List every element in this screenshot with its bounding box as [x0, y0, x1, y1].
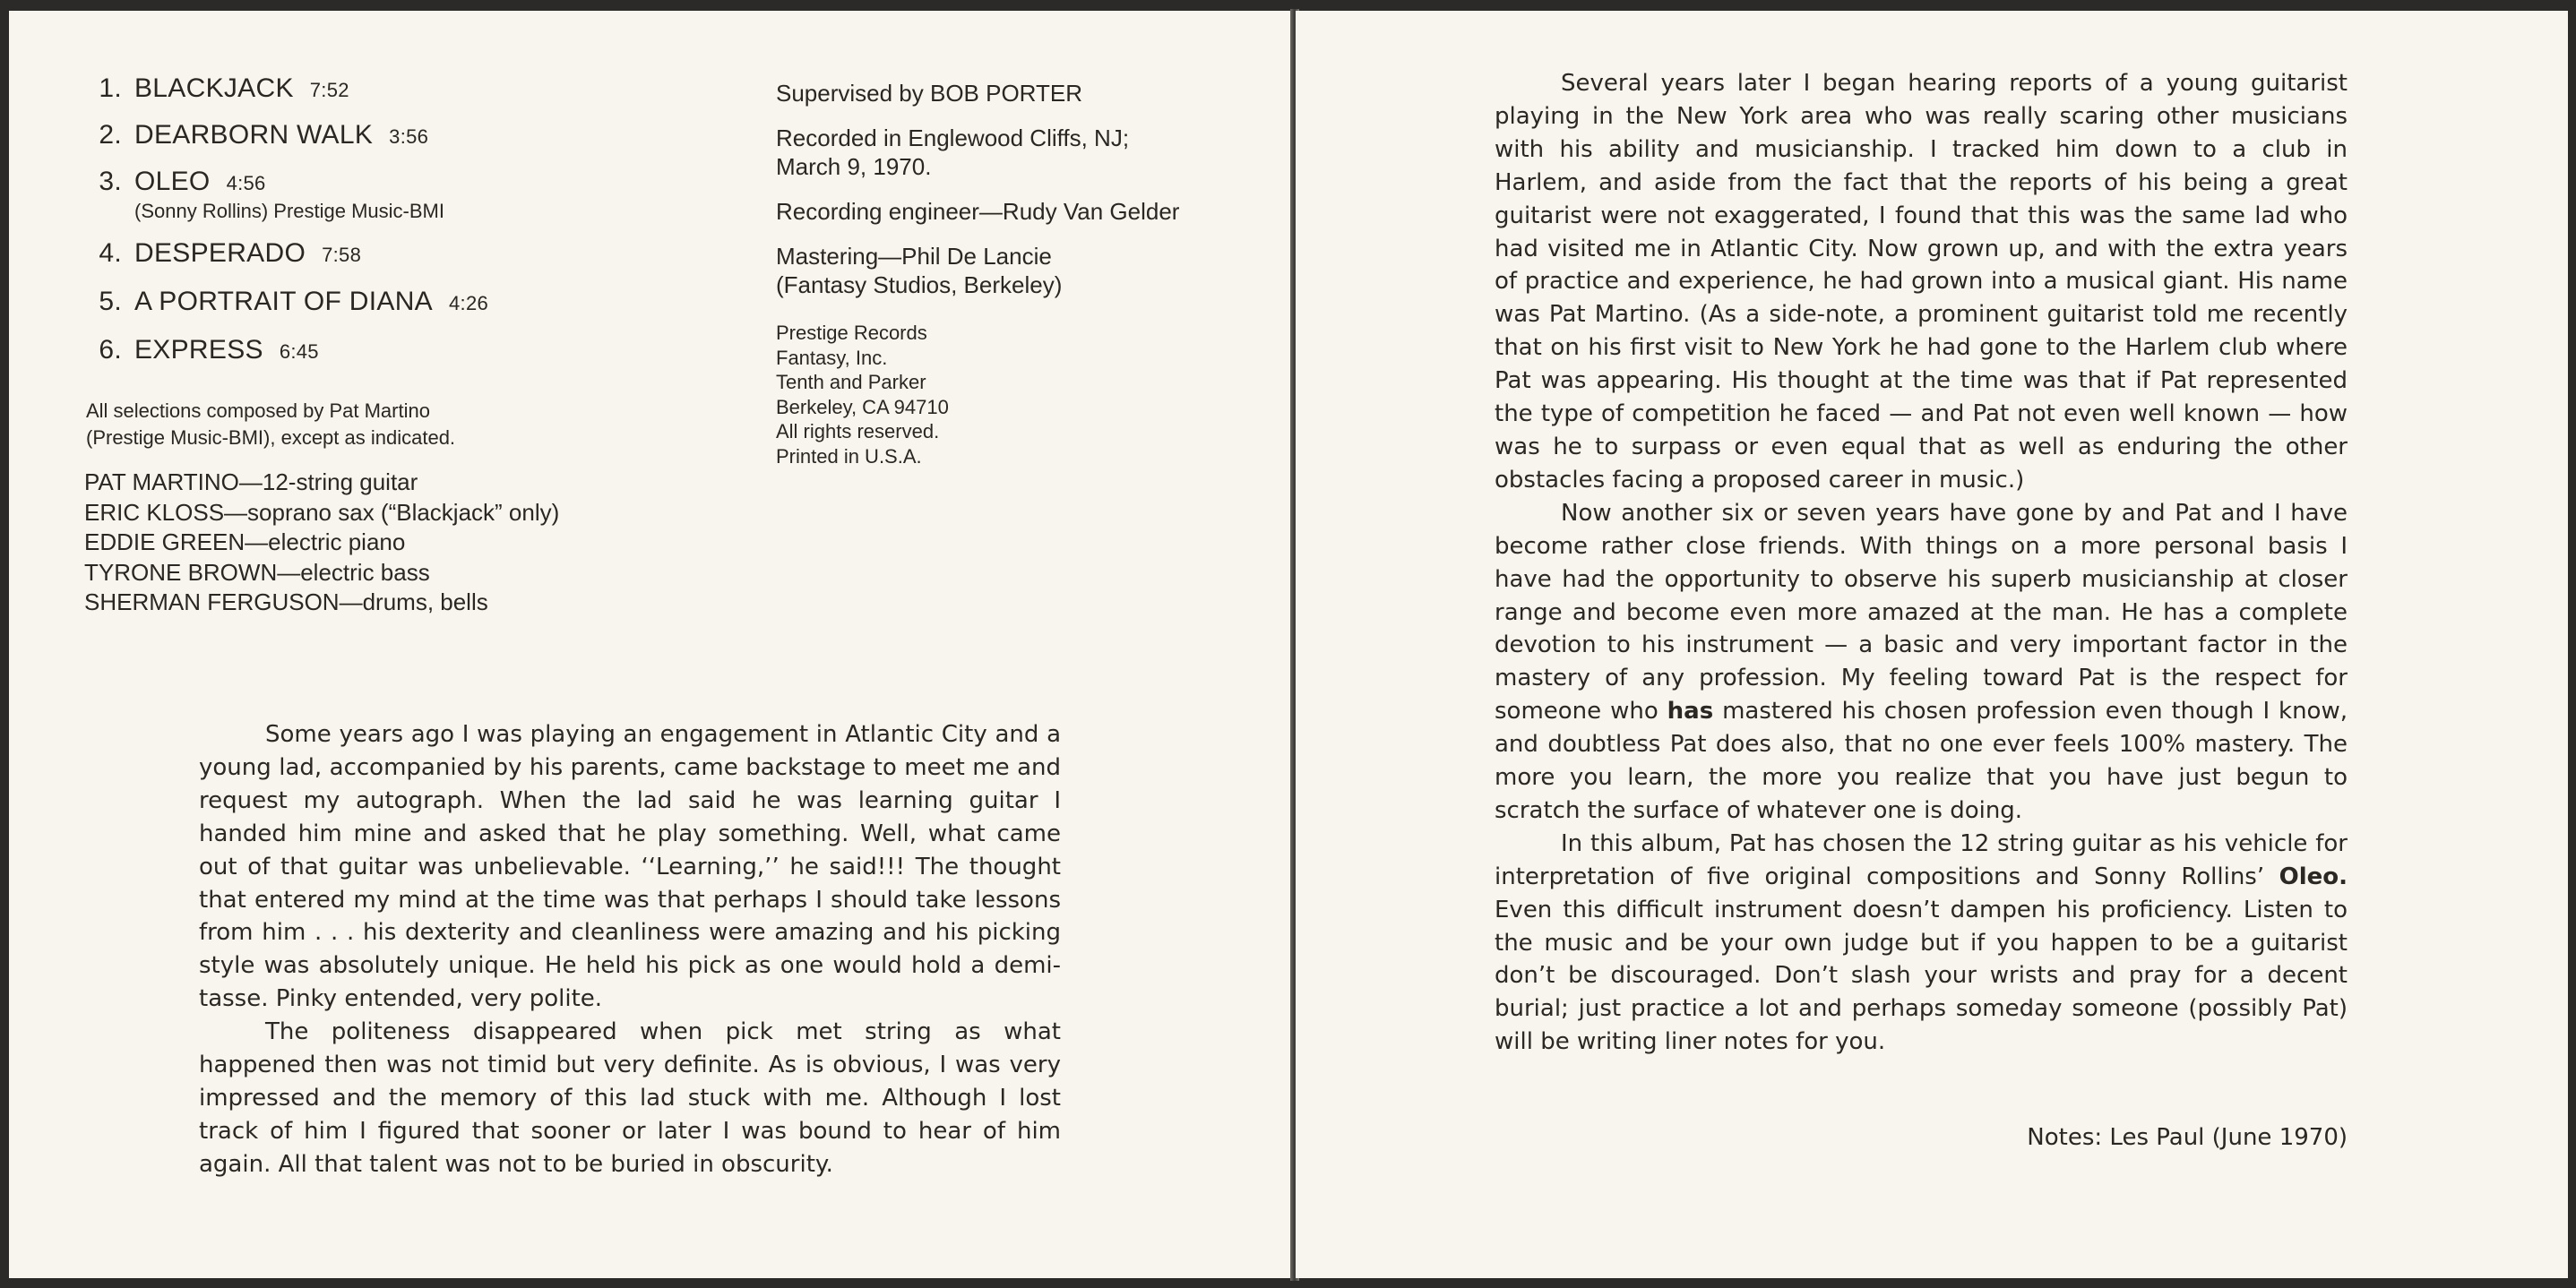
label-line: Berkeley, CA 94710: [776, 395, 949, 418]
track-title: DEARBORN WALK: [134, 120, 374, 150]
track-row: [84, 335, 711, 382]
label-address: [776, 321, 1278, 468]
notes-paragraph: [1495, 497, 2348, 828]
track-title: A PORTRAIT OF DIANA: [134, 287, 433, 316]
composition-note-line: All selections composed by Pat Martino: [86, 399, 430, 422]
notes-signature: Notes: Les Paul (June 1970): [2027, 1124, 2348, 1151]
liner-notes-part-1: [199, 718, 1061, 1181]
track-number: 1.: [99, 73, 122, 103]
engineer-credit: Recording engineer—Rudy Van Gelder: [776, 198, 1180, 225]
liner-notes-part-2: [1495, 67, 2348, 1059]
notes-paragraph: Some years ago I was playing an engagement in Atlantic City and a young lad, accompanied by his parents, came backstage to meet me and request my autograph. When the lad said he was learning guitar I handed him mine and asked that he play something. Well, what came out of that guitar was unbelievable. ‘‘Learning,’’ he said!!! The thought that entered my mind at the time was that perhaps I should take lessons from him . . . his dexterity and cleanliness were amazing and his picking style was absolutely unique. He held his pick as one would hold a demi-tasse. Pinky entended, very polite.: [199, 721, 1061, 1013]
track-title: BLACKJACK: [134, 73, 294, 103]
notes-paragraph: Several years later I began hearing reports of a young guitarist playing in the New York area who was really scaring other musicians with his ability and musicianship. I tracked him down to a club in Harlem, and aside from the fact that the reports of his being a great guitarist were not exaggerated, I found that this was the same lad who had visited me in Atlantic City. Now grown up, and with the extra years of practice and experience, he had grown into a musical giant. His name was Pat Martino. (As a side-note, a prominent guitarist told me recently that on his first visit to New York he had gone to the Harlem club where Pat was appearing. His thought at the time was that if Pat represented the type of competition he faced — and Pat not even well known — how was he to surpass or even equal that as well as enduring the other obstacles facing a proposed career in music.): [1495, 70, 2348, 494]
track-title: EXPRESS: [134, 335, 263, 365]
personnel-entry: TYRONE BROWN—electric bass: [84, 558, 430, 586]
label-line: All rights reserved.: [776, 420, 940, 442]
personnel-entry: SHERMAN FERGUSON—drums, bells: [84, 588, 488, 615]
notes-text: mastered his chosen profession even though I know, and doubtless Pat does also, that no one ever feels 100% mastery. The more you learn, the more you realize that you have just begun to scratch the surface of whatever one is doing.: [1495, 698, 2348, 824]
label-line: Tenth and Parker: [776, 371, 926, 393]
mastering-line: Mastering—Phil De Lancie: [776, 243, 1052, 270]
notes-text: Now another six or seven years have gone by and Pat and I have become rather close friends. With things on a more personal basis I have had the opportunity to observe his superb musicianship at closer range and become even more amazed at the man. He has a complete devotion to his instrument — a basic and very important factor in the mastery of any profession. My feeling toward Pat is the respect for someone who: [1495, 499, 2348, 726]
track-row: [84, 120, 711, 167]
left-page: [9, 11, 1294, 1278]
label-line: Printed in U.S.A.: [776, 444, 922, 468]
track-number: 6.: [99, 335, 122, 365]
tracklist: [84, 73, 711, 382]
track-duration: 4:56: [226, 172, 266, 194]
track-title: OLEO: [134, 167, 211, 196]
mastering-credit: [776, 242, 1278, 299]
personnel-entry: ERIC KLOSS—soprano sax (“Blackjack” only): [84, 498, 560, 526]
track-duration: 3:56: [389, 125, 429, 148]
recording-location-line: Recorded in Englewood Cliffs, NJ;: [776, 125, 1130, 151]
notes-paragraph: [1495, 828, 2348, 1059]
notes-emphasis: has: [1667, 698, 1714, 726]
personnel-list: [84, 468, 729, 618]
notes-paragraph: The politeness disappeared when pick met string as what happened then was not timid but very definite. As is obvious, I was very impressed and the memory of this lad stuck with me. Although I lost track of him I figured that sooner or later I was bound to hear of him again. All that talent was not to be buried in obscurity.: [199, 1018, 1061, 1178]
supervisor-credit: Supervised by BOB PORTER: [776, 80, 1082, 107]
mastering-studio-line: (Fantasy Studios, Berkeley): [776, 271, 1063, 298]
track-duration: 4:26: [449, 292, 489, 314]
track-duration: 7:52: [309, 79, 349, 101]
recording-date-line: March 9, 1970.: [776, 153, 932, 180]
notes-emphasis: Oleo.: [2279, 863, 2348, 890]
composition-note-line: (Prestige Music-BMI), except as indicated.: [86, 426, 456, 449]
track-number: 2.: [99, 120, 122, 150]
track-number: 5.: [99, 287, 122, 316]
track-composer-note: (Sonny Rollins) Prestige Music-BMI: [134, 200, 444, 222]
track-duration: 6:45: [279, 340, 319, 363]
track-duration: 7:58: [322, 244, 362, 266]
track-row: [84, 238, 711, 287]
label-line: Fantasy, Inc.: [776, 346, 888, 369]
recording-location: [776, 124, 1278, 181]
composition-note: [86, 398, 642, 451]
track-row: [84, 73, 711, 120]
track-row: [84, 287, 711, 335]
track-number: 3.: [99, 167, 122, 196]
notes-text: Even this difficult instrument doesn’t dampen his proficiency. Listen to the music and be your own judge but if you happen to be a guitarist don’t be discouraged. Don’t slash your wrists and pray for a decent burial; just practice a lot and perhaps someday someone (possibly Pat) will be writing liner notes for you.: [1495, 896, 2348, 1056]
notes-text: In this album, Pat has chosen the 12 string guitar as his vehicle for interpretation of five original compositions and Sonny Rollins’: [1495, 829, 2348, 890]
personnel-entry: EDDIE GREEN—electric piano: [84, 528, 406, 555]
track-title: DESPERADO: [134, 238, 306, 268]
label-line: Prestige Records: [776, 322, 927, 344]
track-number: 4.: [99, 238, 122, 268]
track-row: [84, 167, 711, 199]
production-credits: [776, 79, 1278, 468]
personnel-entry: PAT MARTINO—12-string guitar: [84, 468, 418, 495]
